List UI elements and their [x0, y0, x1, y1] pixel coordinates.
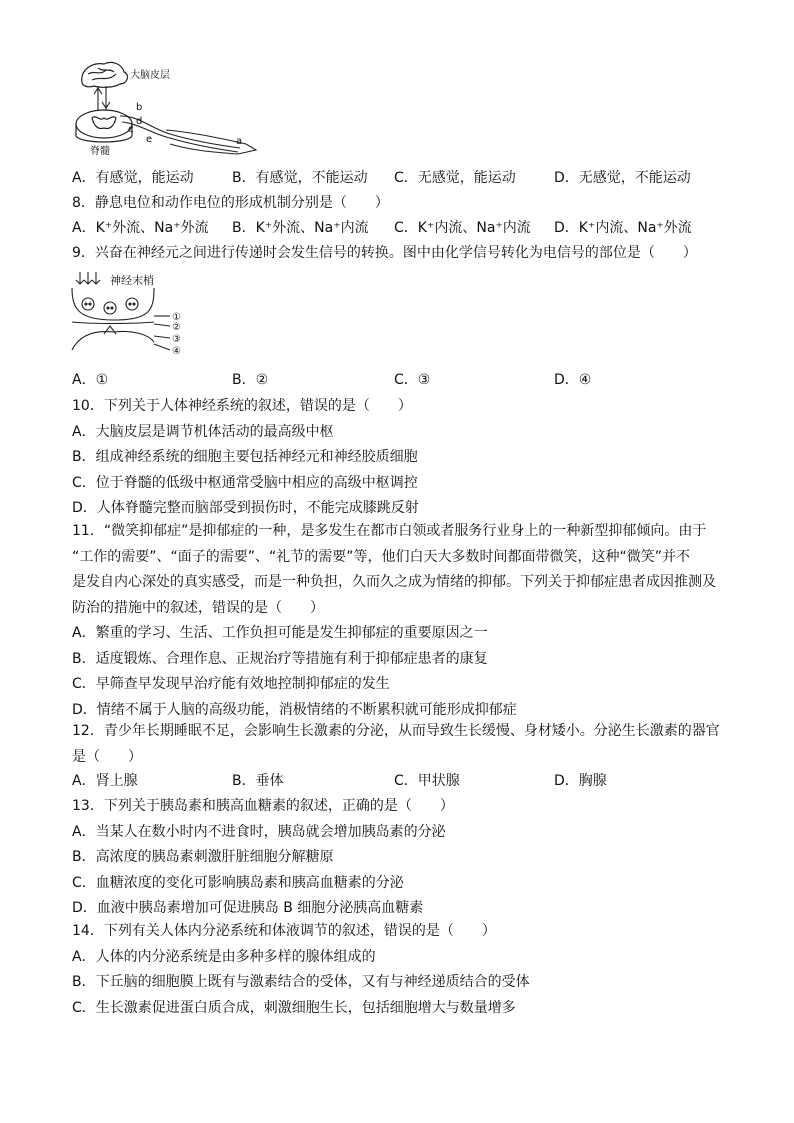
q11-option-d[interactable]: D．情绪不属于人脑的高级功能，消极情绪的不断累积就可能形成抑郁症 [72, 701, 517, 718]
q7-option-a[interactable]: A．有感觉，能运动 [72, 170, 194, 186]
label-a: a [236, 136, 243, 147]
q7-option-d[interactable]: D．无感觉，不能运动 [554, 170, 691, 186]
q13-block [72, 794, 722, 922]
q7-option-b[interactable]: B．有感觉，不能运动 [232, 170, 368, 186]
q14-block [72, 919, 722, 1021]
synapse-figure [70, 270, 210, 360]
label-d: d [136, 116, 143, 127]
label-b: b [136, 102, 143, 113]
q9-option-a[interactable]: A．① [72, 372, 109, 388]
q13-stem: 13．下列关于胰岛素和胰高血糖素的叙述，正确的是（ ） [72, 798, 454, 814]
q12-option-b[interactable]: B．垂体 [232, 773, 284, 789]
cortex-label: 大脑皮层 [130, 70, 170, 81]
mark-3: ③ [172, 334, 181, 345]
q11-stem-line-3: 是发自内心深处的真实感受，而是一种负担，久而久之成为情绪的抑郁。下列关于抑郁症患者成因推测及 [72, 574, 716, 590]
q8-option-d[interactable]: D．K⁺内流、Na⁺外流 [554, 220, 692, 236]
q9-option-b[interactable]: B．② [232, 372, 269, 388]
q9-option-d[interactable]: D．④ [554, 372, 592, 388]
q8-options [72, 218, 732, 238]
spinal-cord-drawing [76, 110, 132, 142]
q8-stem: 8．静息电位和动作电位的形成机制分别是（ ） [72, 195, 389, 211]
q10-stem: 10．下列关于人体神经系统的叙述，错误的是（ ） [72, 398, 412, 414]
mark-2: ② [172, 322, 181, 333]
q10-option-c[interactable]: C．位于脊髓的低级中枢通常受脑中相应的高级中枢调控 [72, 474, 418, 491]
q11-stem-line-4: 防治的措施中的叙述，错误的是（ ） [72, 599, 324, 616]
mark-1: ① [172, 312, 181, 323]
q13-option-b[interactable]: B．高浓度的胰岛素刺激肝脏细胞分解糖原 [72, 849, 334, 865]
q14-stem: 14．下列有关人体内分泌系统和体液调节的叙述，错误的是（ ） [72, 923, 496, 939]
q7-options [72, 168, 732, 188]
q12-option-c[interactable]: C．甲状腺 [394, 773, 460, 789]
q12-stem-line-1: 12．青少年长期睡眠不足，会影响生长激素的分泌，从而导致生长缓慢、身材矮小。分泌生长激素的器官 [72, 723, 720, 739]
q11-option-a[interactable]: A．繁重的学习、生活、工作负担可能是发生抑郁症的重要原因之一 [72, 625, 488, 641]
q13-option-d[interactable]: D．血液中胰岛素增加可促进胰岛 B 细胞分泌胰高血糖素 [72, 900, 424, 916]
reflex-arc-figure [70, 58, 270, 160]
q11-option-b[interactable]: B．适度锻炼、合理作息、正规治疗等措施有利于抑郁症患者的康复 [72, 650, 488, 667]
tract-lines [94, 86, 110, 110]
q11-block [72, 519, 722, 723]
mark-4: ④ [172, 346, 181, 357]
q13-option-c[interactable]: C．血糖浓度的变化可影响胰岛素和胰高血糖素的分泌 [72, 874, 404, 891]
label-c: c [128, 124, 134, 135]
q12-options [72, 771, 732, 791]
q10-block [72, 394, 722, 522]
q9-option-c[interactable]: C．③ [394, 372, 431, 388]
q14-option-a[interactable]: A．人体的内分泌系统是由多种多样的腺体组成的 [72, 948, 376, 965]
q8-option-c[interactable]: C．K⁺内流、Na⁺内流 [394, 220, 531, 236]
q9-stem: 9．兴奋在神经元之间进行传递时会发生信号的转换。图中由化学信号转化为电信号的部位是（ ） [72, 245, 697, 261]
label-e: e [146, 134, 153, 145]
q11-stem-line-1: 11．“微笑抑郁症”是抑郁症的一种，是多发生在都市白领或者服务行业身上的一种新型抑郁倾向。由于 [72, 523, 707, 539]
q7-option-c[interactable]: C．无感觉，能运动 [394, 170, 516, 186]
q14-option-c[interactable]: C．生长激素促进蛋白质合成，刺激细胞生长，包括细胞增大与数量增多 [72, 999, 516, 1016]
brain-drawing [82, 62, 128, 87]
q13-option-a[interactable]: A．当某人在数小时内不进食时，胰岛就会增加胰岛素的分泌 [72, 823, 446, 840]
q12-block [72, 719, 722, 770]
q12-option-d[interactable]: D．胸腺 [554, 773, 607, 789]
q9-options [72, 370, 732, 390]
spinal-cord-label: 脊髓 [90, 146, 110, 157]
q14-option-b[interactable]: B．下丘脑的细胞膜上既有与激素结合的受体，又有与神经递质结合的受体 [72, 974, 530, 990]
nerve-ending-label: 神经末梢 [110, 274, 154, 287]
q10-option-b[interactable]: B．组成神经系统的细胞主要包括神经元和神经胶质细胞 [72, 449, 418, 465]
q8-option-b[interactable]: B．K⁺外流、Na⁺内流 [232, 220, 369, 236]
q11-stem-line-2: “工作的需要”、“面子的需要”、“礼节的需要”等，他们白天大多数时间都面带微笑，这种“微笑”并不 [72, 548, 691, 565]
q12-option-a[interactable]: A．肾上腺 [72, 773, 138, 789]
q12-stem-line-2: 是（ ） [72, 748, 142, 765]
q8-option-a[interactable]: A．K⁺外流、Na⁺外流 [72, 220, 209, 236]
q11-option-c[interactable]: C．早筛查早发现早治疗能有效地控制抑郁症的发生 [72, 676, 390, 692]
q10-option-a[interactable]: A．大脑皮层是调节机体活动的最高级中枢 [72, 423, 334, 440]
q10-option-d[interactable]: D．人体脊髓完整而脑部受到损伤时，不能完成膝跳反射 [72, 500, 419, 516]
